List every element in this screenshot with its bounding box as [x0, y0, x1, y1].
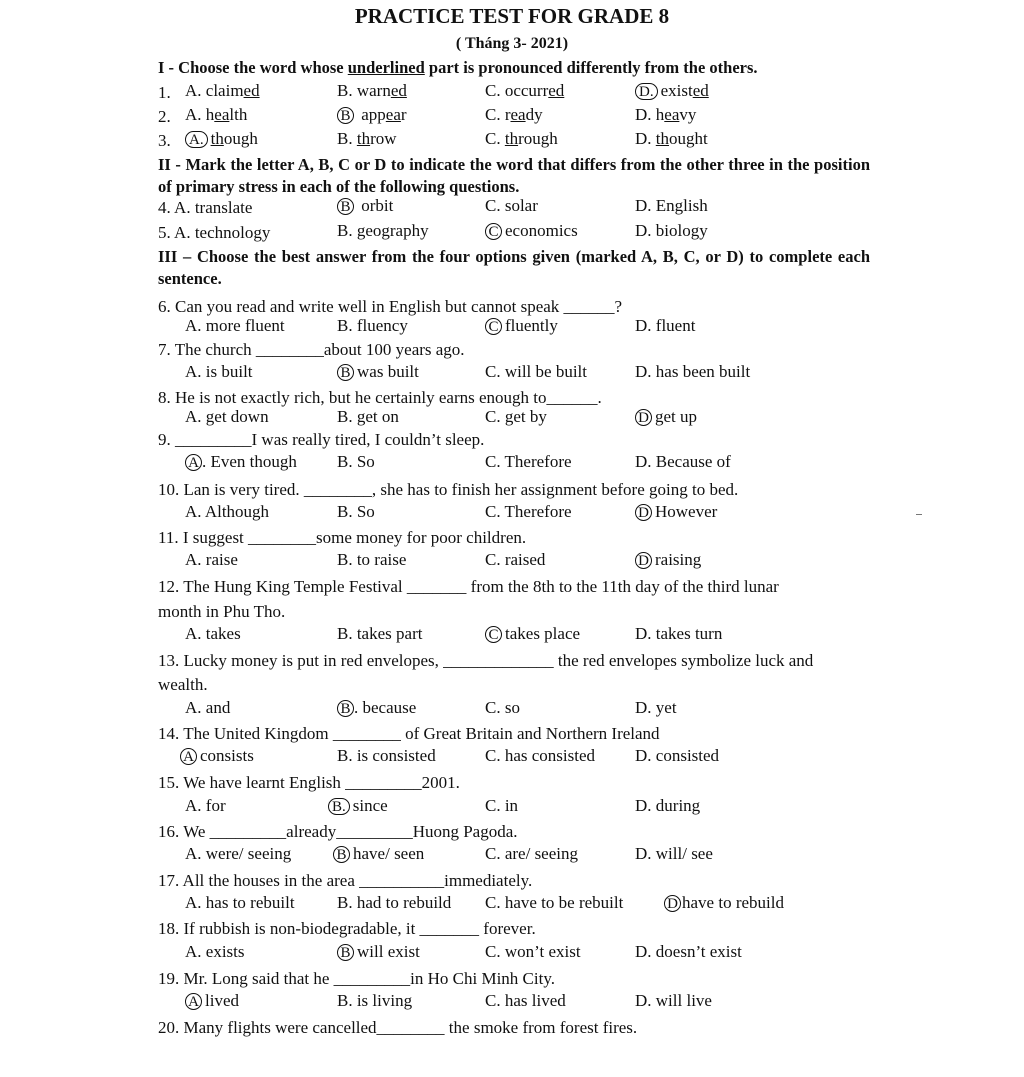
q3-option-b: B. throw [337, 129, 397, 148]
q13-option-c: C. so [485, 698, 520, 717]
answer-circle: A. [185, 131, 208, 148]
answer-circle: D [635, 552, 652, 569]
answer-circle: D [664, 895, 681, 912]
page-subtitle: ( Tháng 3- 2021) [455, 35, 569, 52]
q15-option-b: B. since [328, 796, 388, 816]
q3-option-c: C. through [485, 129, 558, 148]
q10-option-c: C. Therefore [485, 502, 572, 521]
q9-option-a: A . Even though [185, 452, 297, 472]
q12-option-d: D. takes turn [635, 624, 723, 643]
q7-option-c: C. will be built [485, 362, 587, 381]
q2-option-d: D. heavy [635, 105, 697, 124]
q1-option-d: D. existed [635, 81, 709, 101]
q7-option-d: D. has been built [635, 362, 751, 381]
q14-option-d: D. consisted [635, 746, 720, 765]
q8-option-c: C. get by [485, 407, 547, 426]
page-title: PRACTICE TEST FOR GRADE 8 [354, 4, 670, 28]
q10-option-b: B. So [337, 502, 375, 521]
q13-option-d: D. yet [635, 698, 677, 717]
answer-circle: B [333, 846, 350, 863]
question-20: 20. Many flights were cancelled________ the smoke from forest fires. [158, 1018, 638, 1037]
q11-option-d: D raising [635, 550, 701, 570]
question-1: 1. [158, 83, 171, 102]
q4-option-c: C. solar [485, 196, 538, 215]
q16-option-a: A. were/ seeing [185, 844, 292, 863]
question-11: 11. I suggest ________some money for poor children. [158, 528, 527, 547]
answer-circle: D [635, 409, 652, 426]
answer-circle: C [485, 223, 502, 240]
q7-option-b: B was built [337, 362, 419, 382]
q17-option-c: C. have to be rebuilt [485, 893, 624, 912]
question-8: 8. He is not exactly rich, but he certainly earns enough to______. [158, 388, 602, 407]
question-9: 9. _________I was really tired, I couldn’t sleep. [158, 430, 485, 449]
answer-circle: B [337, 364, 354, 381]
answer-circle: D. [635, 83, 658, 100]
q19-option-a: A lived [185, 991, 239, 1011]
q16-option-b: B have/ seen [333, 844, 424, 864]
margin-mark [916, 514, 922, 515]
q13-option-a: A. and [185, 698, 231, 717]
question-18: 18. If rubbish is non-biodegradable, it _______ forever. [158, 919, 536, 938]
q1-option-b: B. warned [337, 81, 407, 100]
answer-circle: B [337, 700, 354, 717]
q18-option-a: A. exists [185, 942, 245, 961]
answer-circle: B [337, 944, 354, 961]
q17-option-a: A. has to rebuilt [185, 893, 295, 912]
q5-option-c: C economics [485, 221, 578, 241]
q9-option-c: C. Therefore [485, 452, 572, 471]
q12-option-b: B. takes part [337, 624, 423, 643]
q16-option-c: C. are/ seeing [485, 844, 578, 863]
q6-option-d: D. fluent [635, 316, 696, 335]
section-1-heading: I - Choose the word whose underlined part is pronounced differently from the others. [158, 58, 758, 77]
q13-option-b: B . because [337, 698, 416, 718]
q3-option-a: A. though [185, 129, 258, 149]
question-17: 17. All the houses in the area __________immediately. [158, 871, 533, 890]
q6-option-a: A. more fluent [185, 316, 285, 335]
q15-option-d: D. during [635, 796, 701, 815]
question-3: 3. [158, 131, 171, 150]
answer-circle: C [485, 318, 502, 335]
q8-option-b: B. get on [337, 407, 399, 426]
answer-circle: A [185, 993, 202, 1010]
answer-circle: A [185, 454, 202, 471]
question-12: 12. The Hung King Temple Festival _______ from the 8th to the 11th day of the third lunar [158, 577, 779, 596]
answer-circle: B. [328, 798, 350, 815]
q18-option-b: B will exist [337, 942, 420, 962]
q17-option-d: D have to rebuild [664, 893, 784, 913]
q6-option-c: C fluently [485, 316, 558, 336]
q1-option-c: C. occurred [485, 81, 565, 100]
q8-option-d: D get up [635, 407, 697, 427]
q10-option-d: D However [635, 502, 717, 522]
question-5: 5. A. technology [158, 223, 271, 242]
q10-option-a: A. Although [185, 502, 270, 521]
question-2: 2. [158, 107, 171, 126]
q2-option-a: A. health [185, 105, 248, 124]
section-2-heading: II - Mark the letter A, B, C or D to indicate the word that differs from the other three in the position of primary stress in each of the following questions. [158, 155, 870, 196]
q5-option-b: B. geography [337, 221, 429, 240]
answer-circle: C [485, 626, 502, 643]
q11-option-c: C. raised [485, 550, 546, 569]
question-15: 15. We have learnt English _________2001. [158, 773, 460, 792]
q4-option-b: B orbit [337, 196, 393, 216]
q14-option-a: A consists [180, 746, 254, 766]
q9-option-b: B. So [337, 452, 375, 471]
answer-circle: A [180, 748, 197, 765]
q12-option-a: A. takes [185, 624, 241, 643]
q3-option-d: D. thought [635, 129, 708, 148]
q8-option-a: A. get down [185, 407, 269, 426]
q17-option-b: B. had to rebuild [337, 893, 452, 912]
q15-option-c: C. in [485, 796, 519, 815]
q14-option-c: C. has consisted [485, 746, 596, 765]
question-4: 4. A. translate [158, 198, 253, 217]
section-3-heading: III – Choose the best answer from the four options given (marked A, B, C, or D) to complete each sentence. [158, 247, 870, 288]
question-13-cont: wealth. [158, 675, 208, 694]
question-19: 19. Mr. Long said that he _________in Ho Chi Minh City. [158, 969, 555, 988]
q9-option-d: D. Because of [635, 452, 731, 471]
q7-option-a: A. is built [185, 362, 253, 381]
q16-option-d: D. will/ see [635, 844, 713, 863]
q14-option-b: B. is consisted [337, 746, 436, 765]
question-13: 13. Lucky money is put in red envelopes, _____________ the red envelopes symbolize luck and [158, 651, 814, 670]
answer-circle: B [337, 198, 354, 215]
q19-option-c: C. has lived [485, 991, 566, 1010]
question-10: 10. Lan is very tired. ________, she has to finish her assignment before going to bed. [158, 480, 739, 499]
answer-circle: B [337, 107, 354, 124]
answer-circle: D [635, 504, 652, 521]
q18-option-d: D. doesn’t exist [635, 942, 742, 961]
q11-option-b: B. to raise [337, 550, 407, 569]
q4-option-d: D. English [635, 196, 708, 215]
q19-option-b: B. is living [337, 991, 413, 1010]
q12-option-c: C takes place [485, 624, 580, 644]
q18-option-c: C. won’t exist [485, 942, 581, 961]
question-6: 6. Can you read and write well in English but cannot speak ______? [158, 297, 623, 316]
question-12-cont: month in Phu Tho. [158, 602, 286, 621]
q11-option-a: A. raise [185, 550, 238, 569]
q2-option-b: B appear [337, 105, 407, 125]
q2-option-c: C. ready [485, 105, 543, 124]
question-16: 16. We _________already_________Huong Pagoda. [158, 822, 518, 841]
question-7: 7. The church ________about 100 years ago. [158, 340, 465, 359]
question-14: 14. The United Kingdom ________ of Great Britain and Northern Ireland [158, 724, 660, 743]
q19-option-d: D. will live [635, 991, 712, 1010]
q6-option-b: B. fluency [337, 316, 408, 335]
q1-option-a: A. claimed [185, 81, 260, 100]
q15-option-a: A. for [185, 796, 226, 815]
q5-option-d: D. biology [635, 221, 708, 240]
